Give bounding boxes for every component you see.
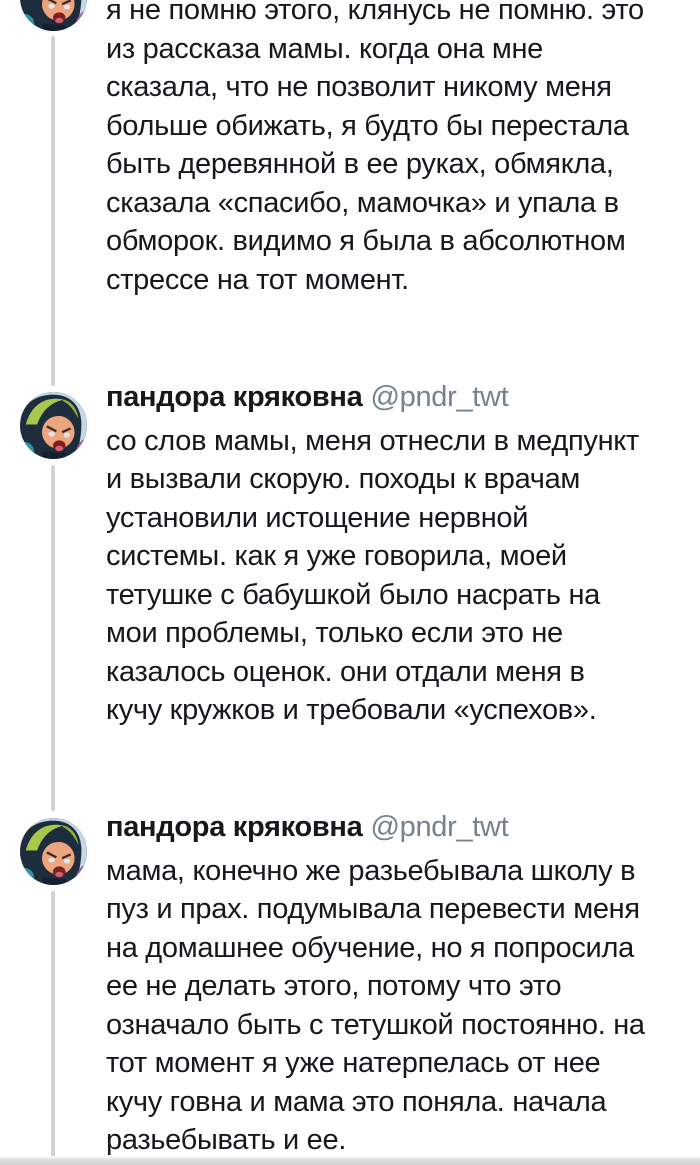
user-avatar[interactable] (20, 392, 87, 459)
tweet-text-line: системы. как я уже говорила, моей (106, 540, 567, 572)
tweet-text-line: на домашнее обучение, но я попросила (106, 931, 634, 964)
tweet-text-line: казалось оценок. они отдали меня в (106, 655, 585, 688)
tweet-text (106, 422, 686, 730)
tweet-text-line: пуз и прах. подумывала перевести меня (106, 893, 640, 925)
tweet[interactable] (106, 378, 686, 730)
tweet-text-line: тот момент я уже натерпелась от нее (106, 1047, 601, 1079)
tweet-text-line: и вызвали скорую. походы к врачам (106, 463, 581, 495)
user-handle[interactable]: @pndr_twt (370, 381, 509, 413)
anime-girl-avatar-icon (20, 0, 87, 31)
tweet-text-line: я не помню этого, клянусь не помню. это (106, 0, 644, 26)
tweet-text-line: быть деревянной в ее руках, обмякла, (106, 148, 614, 180)
thread-connector-line (51, 36, 55, 386)
tweet-header (106, 808, 686, 852)
tweet-text-line: кучу кружков и требовали «успехов». (106, 694, 597, 726)
tweet-text-line: означало быть с тетушкой постоянно. на (106, 1008, 645, 1041)
tweet-text-line: из рассказа мамы. когда она мне (106, 32, 544, 65)
tweet-text-line: ее не делать этого, потому что это (106, 970, 562, 1002)
tweet-text-line: сказала «спасибо, мамочка» и упала в (106, 186, 619, 219)
tweet[interactable] (106, 0, 686, 299)
tweet-text (106, 0, 686, 299)
tweet-text-line: со слов мамы, меня отнесли в медпункт (106, 424, 639, 457)
tweet-text-line: тетушке с бабушкой было насрать на (106, 578, 601, 611)
tweet-text-line: разьебывать и ее. (106, 1124, 347, 1156)
tweet-text-line: мои проблемы, только если это не (106, 617, 563, 649)
tweet[interactable] (106, 808, 686, 1160)
thread-connector-line (51, 465, 55, 811)
display-name[interactable]: пандора кряковна (106, 811, 363, 843)
user-handle[interactable]: @pndr_twt (370, 811, 509, 843)
tweet-text-line: больше обижать, я будто бы перестала (106, 109, 629, 142)
display-name[interactable]: пандора кряковна (106, 381, 363, 413)
anime-girl-avatar-icon (20, 818, 87, 885)
tweet-text-line: кучу говна и мама это поняла. начала (106, 1085, 607, 1118)
thread-connector-line (51, 891, 55, 1165)
tweet-header (106, 378, 686, 422)
screenshot-bottom-edge (0, 1156, 700, 1165)
tweet-text-line: мама, конечно же разьебывала школу в (106, 854, 636, 887)
tweet-text (106, 852, 686, 1160)
tweet-text-line: сказала, что не позволит никому меня (106, 71, 612, 103)
tweet-text-line: обморок. видимо я была в абсолютном (106, 225, 626, 257)
user-avatar[interactable] (20, 0, 87, 31)
anime-girl-avatar-icon (20, 392, 87, 459)
tweet-text-line: установили истощение нервной (106, 501, 529, 534)
user-avatar[interactable] (20, 818, 87, 885)
tweet-text-line: стрессе на тот момент. (106, 263, 409, 296)
